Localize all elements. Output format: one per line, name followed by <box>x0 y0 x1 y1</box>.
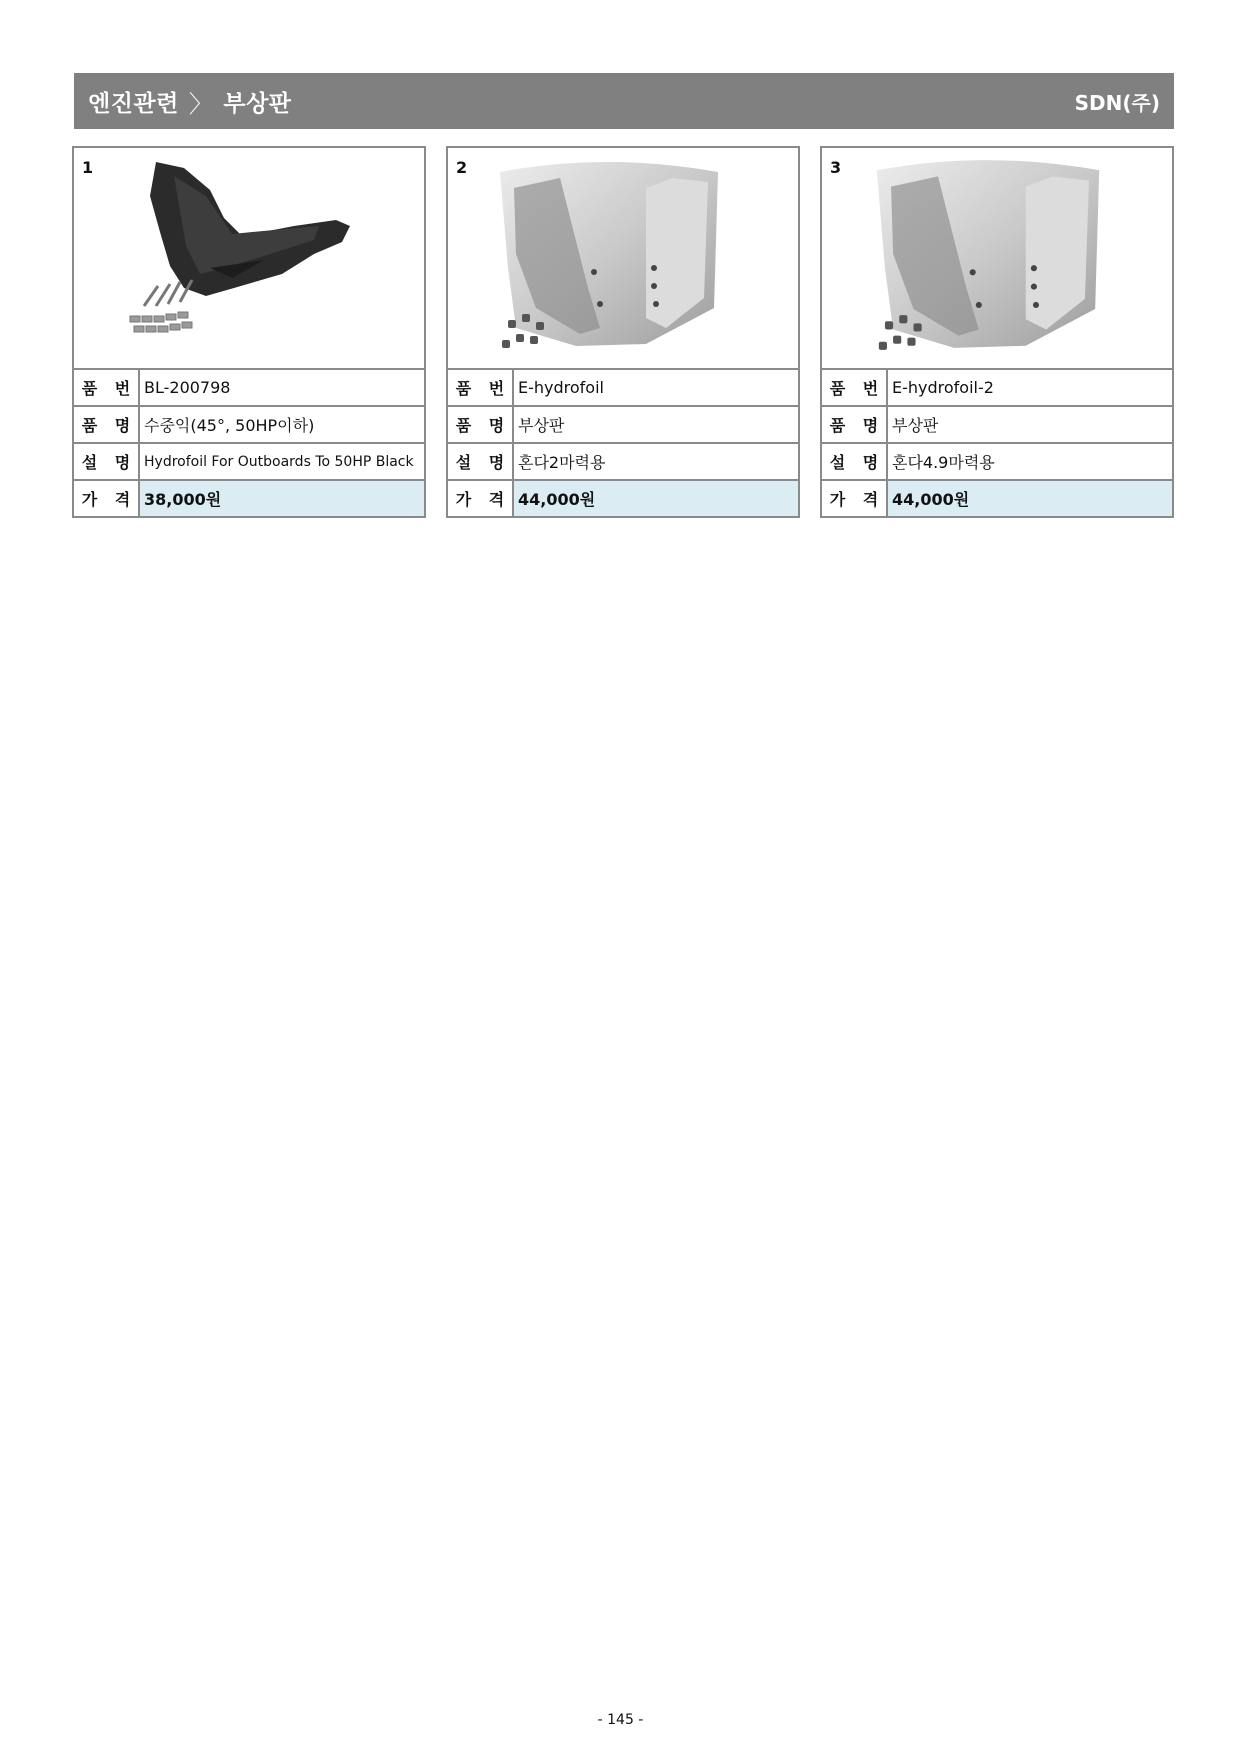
product-card-1 <box>72 146 426 518</box>
label-price: 가 격 <box>822 481 888 516</box>
product-image-box <box>448 148 798 370</box>
label-name: 품 명 <box>822 407 888 442</box>
product-card-2 <box>446 146 800 518</box>
page-number: - 145 - <box>597 1712 644 1728</box>
aluminum-hydrofoil-image <box>496 158 722 354</box>
product-image-box <box>74 148 424 370</box>
company-name: SDN(주) <box>1074 90 1160 115</box>
label-name: 품 명 <box>74 407 140 442</box>
breadcrumb-separator: 〉 <box>188 89 214 118</box>
value-name: 부상판 <box>518 416 565 435</box>
product-index: 1 <box>82 158 94 177</box>
label-part-no: 품 번 <box>448 370 514 405</box>
row-name <box>74 407 424 444</box>
value-description: Hydrofoil For Outboards To 50HP Black <box>144 453 414 470</box>
value-part-no: E-hydrofoil-2 <box>892 378 994 397</box>
row-part-no <box>448 370 798 407</box>
value-name: 부상판 <box>892 416 939 435</box>
product-index: 3 <box>830 158 842 177</box>
value-price: 38,000원 <box>140 481 424 516</box>
breadcrumb-subcategory: 부상판 <box>223 90 292 117</box>
black-hydrofoil-image <box>114 156 374 356</box>
label-description: 설 명 <box>822 444 888 479</box>
value-part-no: BL-200798 <box>144 378 231 397</box>
value-name: 수중익(45°, 50HP이하) <box>144 416 315 435</box>
row-description <box>74 444 424 481</box>
product-card-3 <box>820 146 1174 518</box>
label-price: 가 격 <box>448 481 514 516</box>
value-part-no: E-hydrofoil <box>518 378 604 397</box>
row-part-no <box>822 370 1172 407</box>
breadcrumb <box>88 84 292 119</box>
value-price: 44,000원 <box>514 481 798 516</box>
label-price: 가 격 <box>74 481 140 516</box>
product-image-box <box>822 148 1172 370</box>
row-name <box>822 407 1172 444</box>
breadcrumb-category: 엔진관련 <box>88 90 179 117</box>
row-description <box>448 444 798 481</box>
label-name: 품 명 <box>448 407 514 442</box>
label-part-no: 품 번 <box>822 370 888 405</box>
row-price <box>74 481 424 516</box>
row-part-no <box>74 370 424 407</box>
label-part-no: 품 번 <box>74 370 140 405</box>
value-price: 44,000원 <box>888 481 1172 516</box>
section-header <box>74 73 1174 129</box>
row-description <box>822 444 1172 481</box>
aluminum-hydrofoil-image <box>870 156 1106 356</box>
row-price <box>448 481 798 516</box>
row-name <box>448 407 798 444</box>
label-description: 설 명 <box>74 444 140 479</box>
label-description: 설 명 <box>448 444 514 479</box>
product-index: 2 <box>456 158 468 177</box>
row-price <box>822 481 1172 516</box>
value-description: 혼다2마력용 <box>518 453 606 472</box>
value-description: 혼다4.9마력용 <box>892 453 995 472</box>
